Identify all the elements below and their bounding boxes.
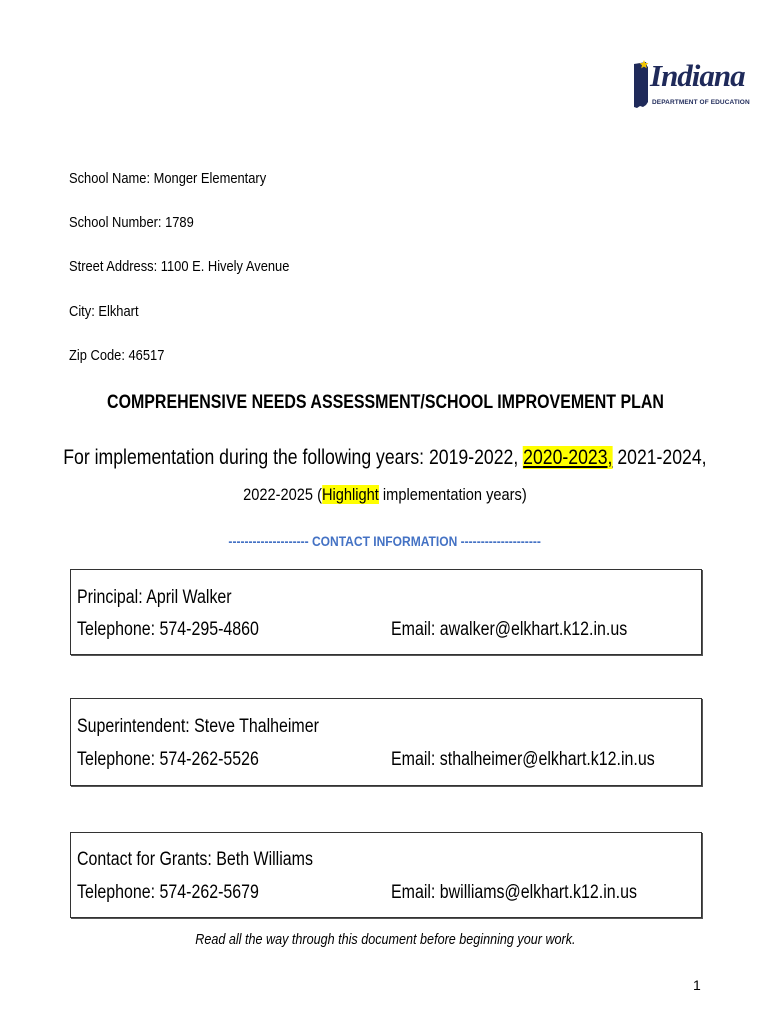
highlight-word: Highlight (322, 485, 379, 504)
document-title: COMPREHENSIVE NEEDS ASSESSMENT/SCHOOL IMPROVEMENT PLAN (106, 392, 664, 413)
city: City: Elkhart (69, 303, 139, 320)
grants-contact-name: Contact for Grants: Beth Williams (77, 849, 313, 870)
highlighted-years: 2020-2023, (523, 446, 613, 469)
superintendent-name: Superintendent: Steve Thalheimer (77, 716, 319, 737)
principal-email: Email: awalker@elkhart.k12.in.us (391, 619, 628, 640)
logo-subtitle: DEPARTMENT OF EDUCATION (652, 99, 750, 106)
indiana-doe-logo (632, 58, 750, 112)
implementation-rest: 2021-2024, (612, 446, 707, 469)
implementation-years-line1 (0, 446, 770, 470)
principal-contact-box (70, 569, 702, 655)
zip-code: Zip Code: 46517 (69, 347, 165, 364)
implementation-line2-prefix: 2022-2025 ( (243, 485, 323, 504)
contact-information-heading: -------------------- CONTACT INFORMATION -------------------- (228, 533, 542, 549)
page-number: 1 (693, 977, 701, 993)
implementation-years-line2 (0, 485, 770, 505)
street-address: Street Address: 1100 E. Hively Avenue (69, 258, 290, 275)
logo-wordmark: Indiana (650, 58, 745, 93)
grants-telephone: Telephone: 574-262-5679 (77, 882, 259, 903)
grants-email: Email: bwilliams@elkhart.k12.in.us (391, 882, 637, 903)
principal-name: Principal: April Walker (77, 587, 232, 608)
grants-contact-box (70, 832, 702, 918)
implementation-prefix: For implementation during the following years: 2019-2022, (63, 446, 524, 469)
implementation-line2-suffix: implementation years) (378, 485, 527, 504)
principal-telephone: Telephone: 574-295-4860 (77, 619, 259, 640)
superintendent-email: Email: sthalheimer@elkhart.k12.in.us (391, 749, 655, 770)
superintendent-telephone: Telephone: 574-262-5526 (77, 749, 259, 770)
school-number: School Number: 1789 (69, 214, 194, 231)
school-name: School Name: Monger Elementary (69, 170, 267, 187)
superintendent-contact-box (70, 698, 702, 786)
instruction-note: Read all the way through this document before beginning your work. (194, 931, 576, 948)
